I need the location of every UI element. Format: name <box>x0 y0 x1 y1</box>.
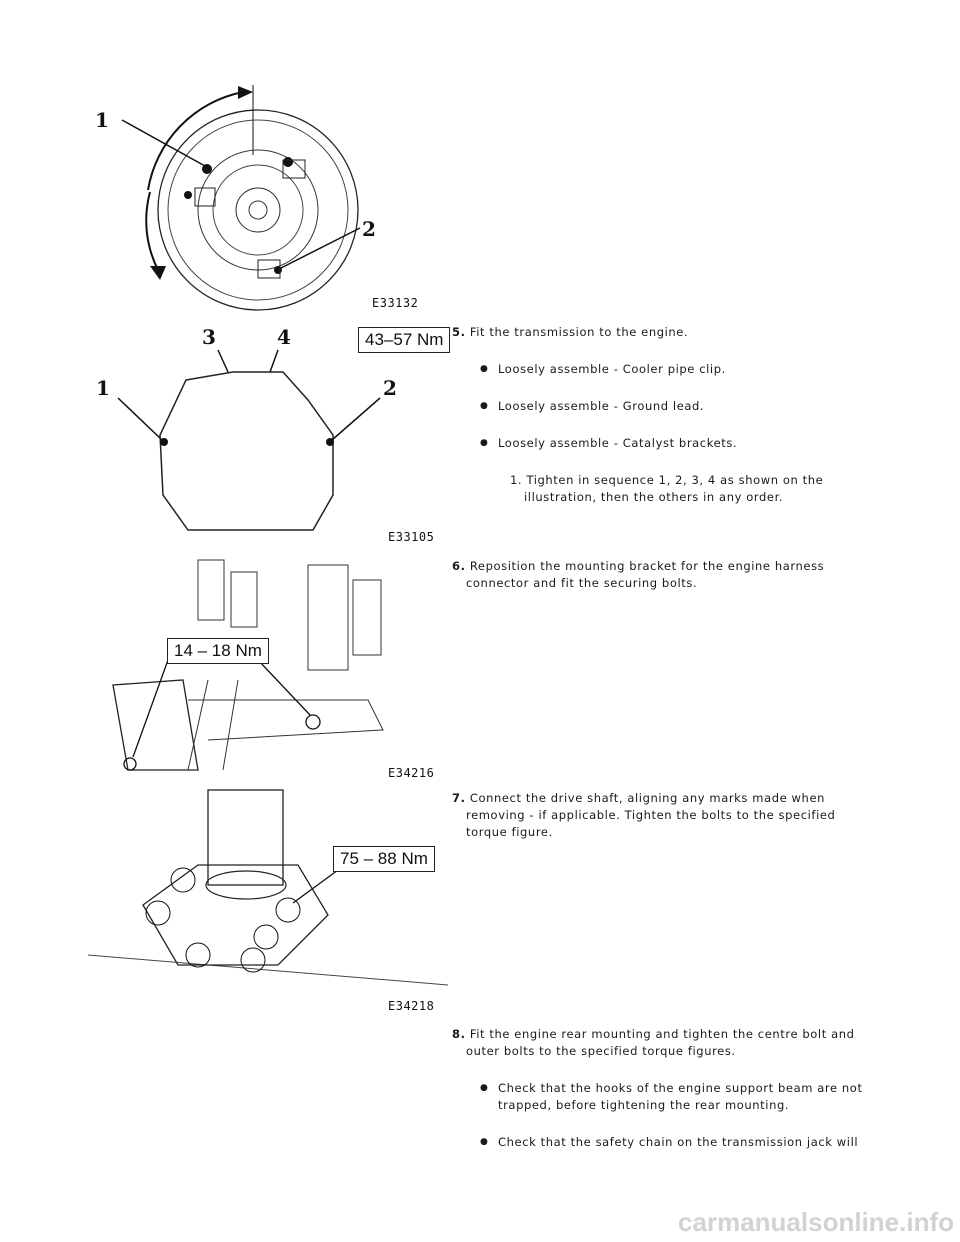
step-8-bullet-1-line2: trapped, before tightening the rear mounting. <box>498 1098 790 1112</box>
figure2-callout-4: 4 <box>277 325 291 349</box>
figure2-callout-3: 3 <box>202 325 216 349</box>
step-8 <box>452 1026 892 1060</box>
step-5-substep-1 <box>510 472 870 506</box>
figure2-callout-2: 2 <box>383 376 397 400</box>
step-5-substep-number: 1. <box>510 473 523 487</box>
step-5-text: Fit the transmission to the engine. <box>469 325 689 339</box>
step-7-line1: Connect the drive shaft, aligning any marks made when <box>469 791 826 805</box>
step-8-bullet-2-line1: ● Check that the safety chain on the transmission jack will <box>498 1135 859 1149</box>
step-8-number: 8. <box>452 1027 466 1041</box>
step-8-bullet-2 <box>482 1134 882 1151</box>
figure1-callout-1: 1 <box>95 108 109 132</box>
step-5-substep-line1: Tighten in sequence 1, 2, 3, 4 as shown on the <box>526 473 824 487</box>
step-8-line1: Fit the engine rear mounting and tighten the centre bolt and <box>469 1027 855 1041</box>
figure4-code: E34218 <box>388 999 435 1013</box>
step-5-bullet-1: ● Loosely assemble - Cooler pipe clip. <box>482 361 882 378</box>
step-7-number: 7. <box>452 791 466 805</box>
figure3-torque-label: 14 – 18 Nm <box>167 638 269 664</box>
step-7-line3: torque figure. <box>466 825 553 839</box>
watermark: carmanualsonline.info <box>678 1207 954 1237</box>
step-5-number: 5. <box>452 325 466 339</box>
step-6-number: 6. <box>452 559 466 573</box>
figure2-callout-1: 1 <box>96 376 110 400</box>
step-6-line1: Reposition the mounting bracket for the engine harness <box>469 559 825 573</box>
step-8-bullet-1-line1: ● Check that the hooks of the engine support beam are not <box>498 1081 863 1095</box>
figure-drive-shaft <box>88 785 448 995</box>
figure-bolt-sequence <box>88 320 448 545</box>
step-6-line2: connector and fit the securing bolts. <box>466 576 698 590</box>
figure-torque-converter <box>88 80 448 315</box>
figure4-torque-label: 75 – 88 Nm <box>333 846 435 872</box>
figure2-code: E33105 <box>388 530 435 544</box>
step-5-substep-line2: illustration, then the others in any order. <box>524 490 784 504</box>
figure-harness-bracket <box>88 550 448 780</box>
step-5-bullet-3: ● Loosely assemble - Catalyst brackets. <box>482 435 882 452</box>
step-8-bullet-1 <box>482 1080 882 1114</box>
figure1-callout-2: 2 <box>362 217 376 241</box>
step-6 <box>452 558 892 592</box>
step-5-bullet-2: ● Loosely assemble - Ground lead. <box>482 398 882 415</box>
figure3-code: E34216 <box>388 766 435 780</box>
step-8-line2: outer bolts to the specified torque figures. <box>466 1044 736 1058</box>
step-7-line2: removing - if applicable. Tighten the bolts to the specified <box>466 808 836 822</box>
figure1-code: E33132 <box>372 296 419 310</box>
figure2-torque-label: 43–57 Nm <box>358 327 450 353</box>
step-5 <box>452 324 892 341</box>
step-7 <box>452 790 892 841</box>
